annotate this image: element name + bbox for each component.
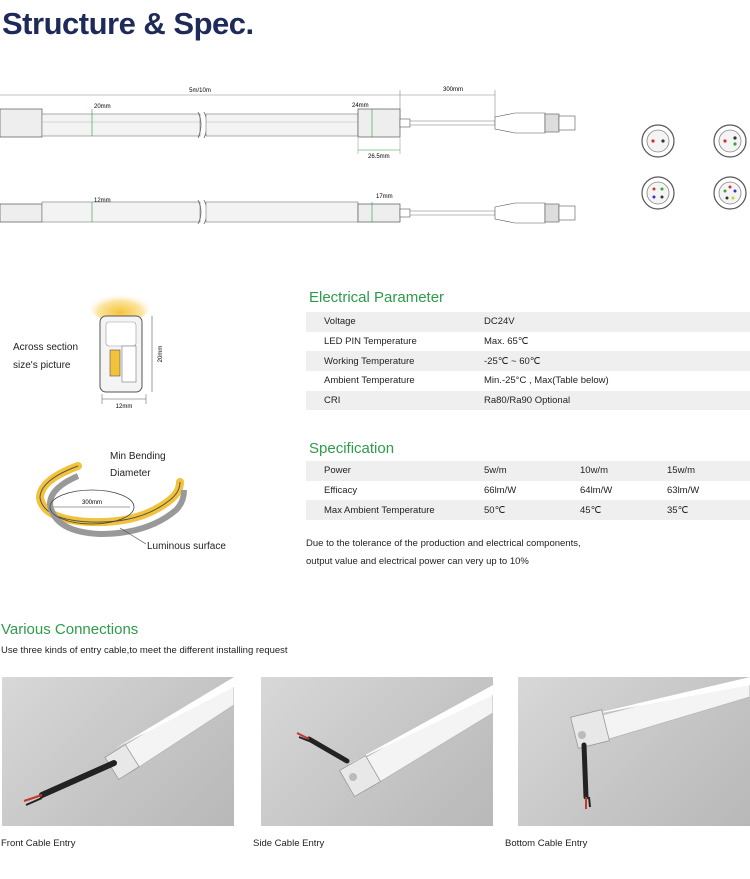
side-entry-photo bbox=[261, 677, 493, 826]
electrical-table bbox=[306, 312, 750, 410]
pin-3-icon bbox=[714, 125, 746, 157]
length-label: 5m/10m bbox=[189, 88, 211, 94]
page-title: Structure & Spec. bbox=[2, 6, 254, 41]
electrical-heading: Electrical Parameter bbox=[309, 289, 445, 306]
cross-section-drawing bbox=[88, 292, 168, 416]
connections-heading: Various Connections bbox=[1, 621, 139, 638]
bending-drawing bbox=[30, 458, 200, 553]
endcap-left-2 bbox=[0, 204, 42, 222]
pin-5-icon bbox=[714, 177, 746, 209]
strip2-height-label: 12mm bbox=[94, 198, 111, 204]
pin-4-icon bbox=[642, 177, 674, 209]
endcap-left-1 bbox=[0, 109, 42, 137]
cable-length-label: 300mm bbox=[442, 87, 464, 93]
table-row: LED PIN Temperature Max. 65℃ bbox=[324, 336, 529, 348]
table-row: Power 5w/m 10w/m 15w/m bbox=[306, 461, 750, 481]
tolerance-note: Due to the tolerance of the production and electrical components, output value and electrical power can very up to 10% bbox=[306, 538, 581, 567]
cross-section-width-label: 12mm bbox=[115, 404, 133, 410]
pin-2-icon bbox=[642, 125, 674, 157]
table-row: Voltage DC24V bbox=[306, 312, 750, 332]
front-entry-photo bbox=[2, 677, 234, 826]
specification-table bbox=[306, 461, 750, 520]
connector-pin-icons bbox=[640, 124, 750, 214]
front-entry-caption: Front Cable Entry bbox=[1, 838, 76, 849]
endcap-right-1 bbox=[358, 109, 400, 137]
strip1-height-label: 20mm bbox=[94, 104, 111, 110]
specification-heading: Specification bbox=[309, 440, 395, 457]
table-row: Ambient Temperature Min.-25°C , Max(Table below) bbox=[324, 375, 609, 387]
side-entry-caption: Side Cable Entry bbox=[253, 838, 325, 849]
strip-dimension-drawing bbox=[0, 78, 600, 238]
bottom-entry-photo bbox=[518, 677, 750, 826]
cross-section-height-label: 20mm bbox=[158, 345, 164, 363]
bottom-entry-caption: Bottom Cable Entry bbox=[505, 838, 588, 849]
endcap2-height-label: 17mm bbox=[376, 194, 393, 200]
table-row: Working Temperature -25℃ ~ 60℃ bbox=[306, 351, 750, 371]
min-bending-label: Min Bending Diameter bbox=[110, 451, 166, 479]
table-row: Max Ambient Temperature 50℃ 45℃ 35℃ bbox=[306, 500, 750, 520]
table-row: Efficacy 66lm/W 64lm/W 63lm/W bbox=[324, 485, 700, 497]
bending-diameter-label: 300mm bbox=[81, 500, 103, 506]
luminous-surface-label: Luminous surface bbox=[147, 541, 226, 552]
endcap-width-label: 26.5mm bbox=[368, 154, 390, 160]
connections-subtitle: Use three kinds of entry cable,to meet the different installing request bbox=[1, 645, 288, 656]
connector-1 bbox=[495, 113, 545, 133]
connector-2 bbox=[495, 203, 545, 223]
endcap-right-2 bbox=[358, 204, 400, 222]
endcap-height-label: 24mm bbox=[352, 103, 369, 109]
cross-section-caption: Across section size's picture bbox=[13, 342, 79, 371]
table-row: CRI Ra80/Ra90 Optional bbox=[306, 391, 750, 411]
